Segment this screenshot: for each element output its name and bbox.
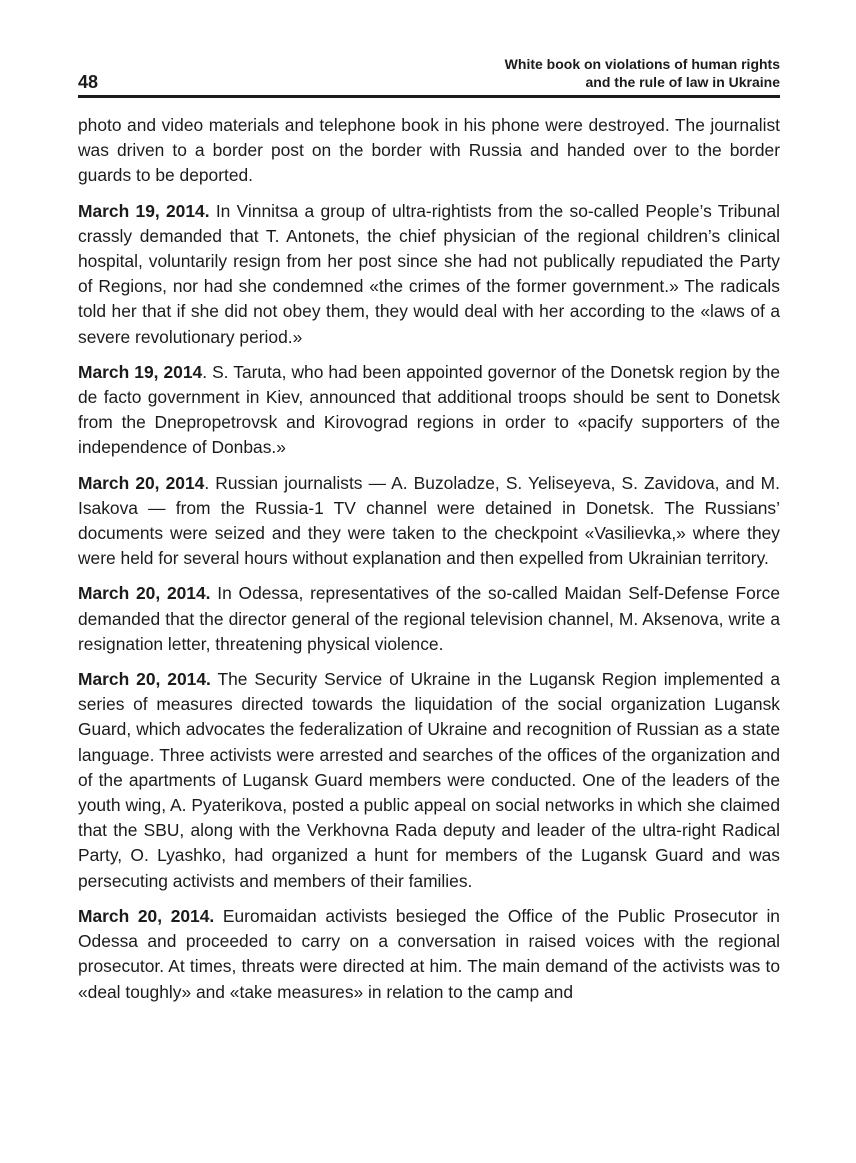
paragraph-date: March 19, 2014. (78, 200, 210, 221)
paragraph-date: March 20, 2014. (78, 583, 211, 604)
paragraph-text: photo and video materials and telephone book in his phone were destroyed. The journalist was driven to a border post on the border with Russia and handed over to the border guards to be deported. (78, 115, 780, 186)
paragraph-entry (78, 471, 780, 572)
page-number: 48 (78, 72, 99, 92)
paragraph-text: In Odessa, representatives of the so-called Maidan Self-Defense Force demanded that the director general of the regional television channel, M. Aksenova, write a resignation letter, threatening physical violence. (78, 583, 780, 654)
paragraph-entry (78, 904, 780, 1005)
paragraph-text: Euromaidan activists besieged the Office of the Public Prosecutor in Odessa and proceeded to carry on a conversation in raised voices with the regional prosecutor. At times, threats were directed at him. The main demand of the activists was to «deal toughly» and «take measures» in relation to the camp and (78, 905, 780, 1002)
paragraph-text: In Vinnitsa a group of ultra-rightists from the so-called People’s Tribunal crassly demanded that T. Antonets, the chief physician of the regional children’s clinical hospital, voluntarily resign from her post since she had not publically repudiated the Party of Regions, nor had she condemned «the crimes of the former government.» The radicals told her that if she did not obey them, they would deal with her according to the «laws of a severe revolutionary period.» (78, 200, 780, 347)
running-title-line-2: and the rule of law in Ukraine (585, 74, 780, 90)
paragraph-date: March 20, 2014. (78, 905, 215, 926)
paragraph-date: March 20, 2014. (78, 669, 211, 690)
paragraph-continuation (78, 113, 780, 189)
paragraph-text: . Russian journalists — A. Buzoladze, S. Yeliseyeva, S. Zavidova, and M. Isakova — from the Russia-1 TV channel were detained in Donetsk. The Russians’ documents were seized and they were taken to the checkpoint «Vasilievka,» where they were held for several hours without explanation and then expelled from Ukrainian territory. (78, 472, 780, 569)
paragraph-entry (78, 581, 780, 657)
running-title-line-1: White book on violations of human rights (504, 56, 780, 72)
page-header (78, 55, 780, 93)
paragraph-date: March 20, 2014 (78, 472, 205, 493)
header-rule (78, 95, 780, 98)
paragraph-text: The Security Service of Ukraine in the Lugansk Region implemented a series of measures directed towards the liquidation of the social organization Lugansk Guard, which advocates the federalization of Ukraine and recognition of Russian as a state language. Three activists were arrested and searches of the offices of the organization and of the apartments of Lugansk Guard members were conducted. One of the leaders of the youth wing, A. Pyaterikova, posted a public appeal on social networks in which she claimed that the SBU, along with the Verkhovna Rada deputy and leader of the ultra-right Radical Party, O. Lyashko, had organized a hunt for members of the Lugansk Guard and was persecuting activists and members of their families. (78, 669, 780, 891)
paragraph-entry (78, 667, 780, 894)
paragraph-entry (78, 199, 780, 350)
paragraph-date: March 19, 2014 (78, 361, 203, 382)
paragraph-text: . S. Taruta, who had been appointed governor of the Donetsk region by the de facto government in Kiev, announced that additional troops should be sent to Donetsk from the Dnepropetrovsk and Kirovograd regions in order to «pacify supporters of the independence of Donbas.» (78, 361, 780, 458)
running-title (505, 55, 780, 91)
paragraph-entry (78, 360, 780, 461)
page-body (78, 113, 780, 1015)
